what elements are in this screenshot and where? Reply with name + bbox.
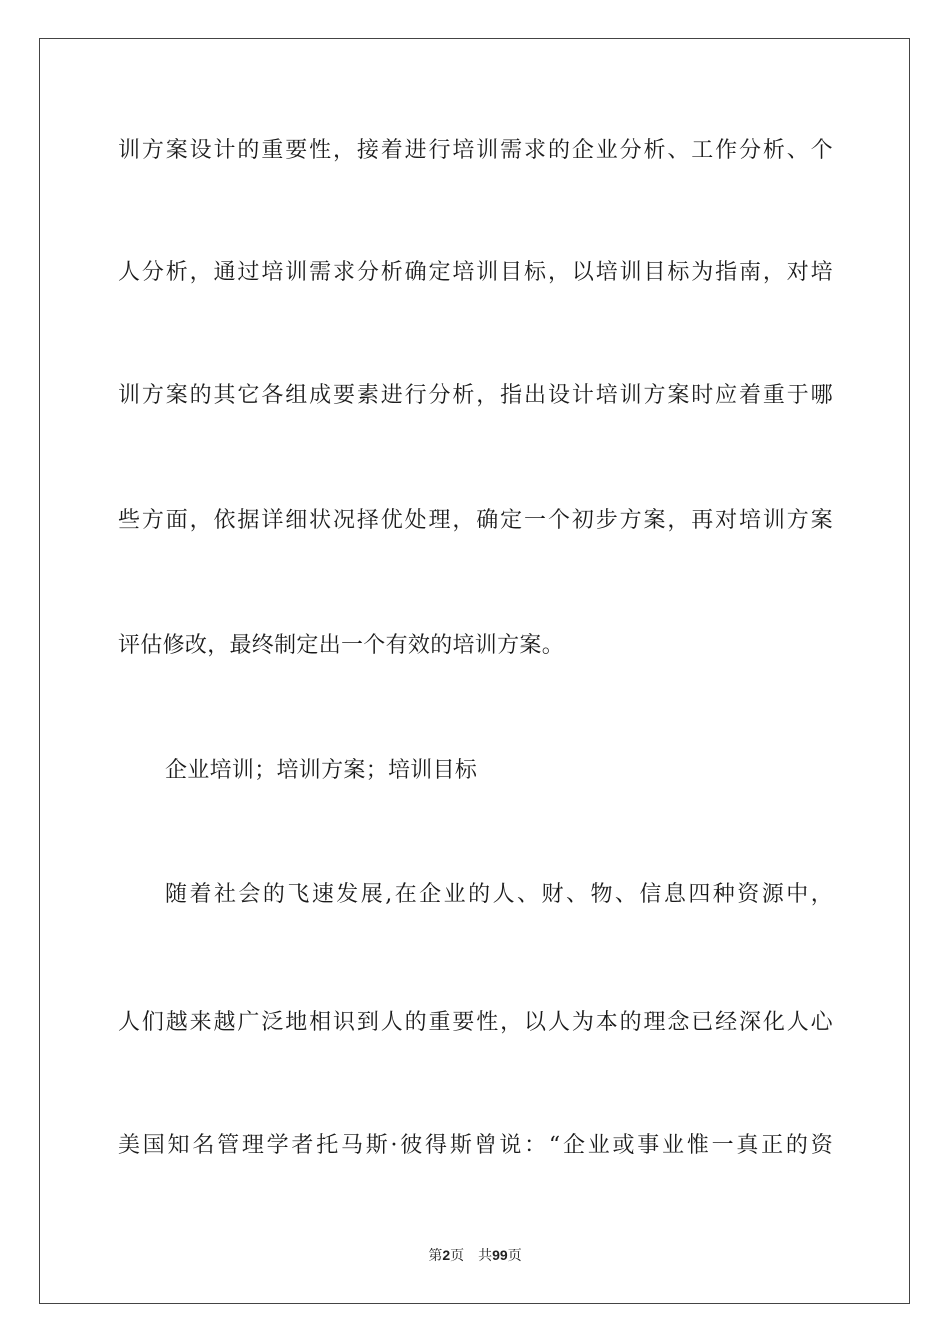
body-line-1: 训方案设计的重要性，接着进行培训需求的企业分析、工作分析、个 (118, 138, 833, 163)
body-line-8: 美国知名管理学者托马斯·彼得斯曾说：“企业或事业惟一真正的资 (118, 1133, 833, 1158)
body-line-6: 随着社会的飞速发展,在企业的人、财、物、信息四种资源中， (165, 882, 833, 907)
total-page-count: 99 (492, 1247, 508, 1263)
total-prefix: 共 (478, 1248, 493, 1264)
page-prefix: 第 (428, 1248, 443, 1264)
body-line-3: 训方案的其它各组成要素进行分析，指出设计培训方案时应着重于哪 (118, 383, 833, 408)
total-suffix: 页 (507, 1248, 522, 1264)
page-border (39, 38, 910, 1304)
page-suffix: 页 (450, 1248, 465, 1264)
page-footer (0, 1246, 950, 1265)
body-line-2: 人分析，通过培训需求分析确定培训目标，以培训目标为指南，对培 (118, 260, 833, 285)
current-page-number: 2 (442, 1247, 451, 1263)
keywords-line: 企业培训；培训方案；培训目标 (165, 758, 478, 783)
body-line-5: 评估修改，最终制定出一个有效的培训方案。 (118, 633, 565, 658)
body-line-4: 些方面，依据详细状况择优处理，确定一个初步方案，再对培训方案 (118, 508, 833, 533)
body-line-7: 人们越来越广泛地相识到人的重要性，以人为本的理念已经深化人心 (118, 1010, 833, 1035)
